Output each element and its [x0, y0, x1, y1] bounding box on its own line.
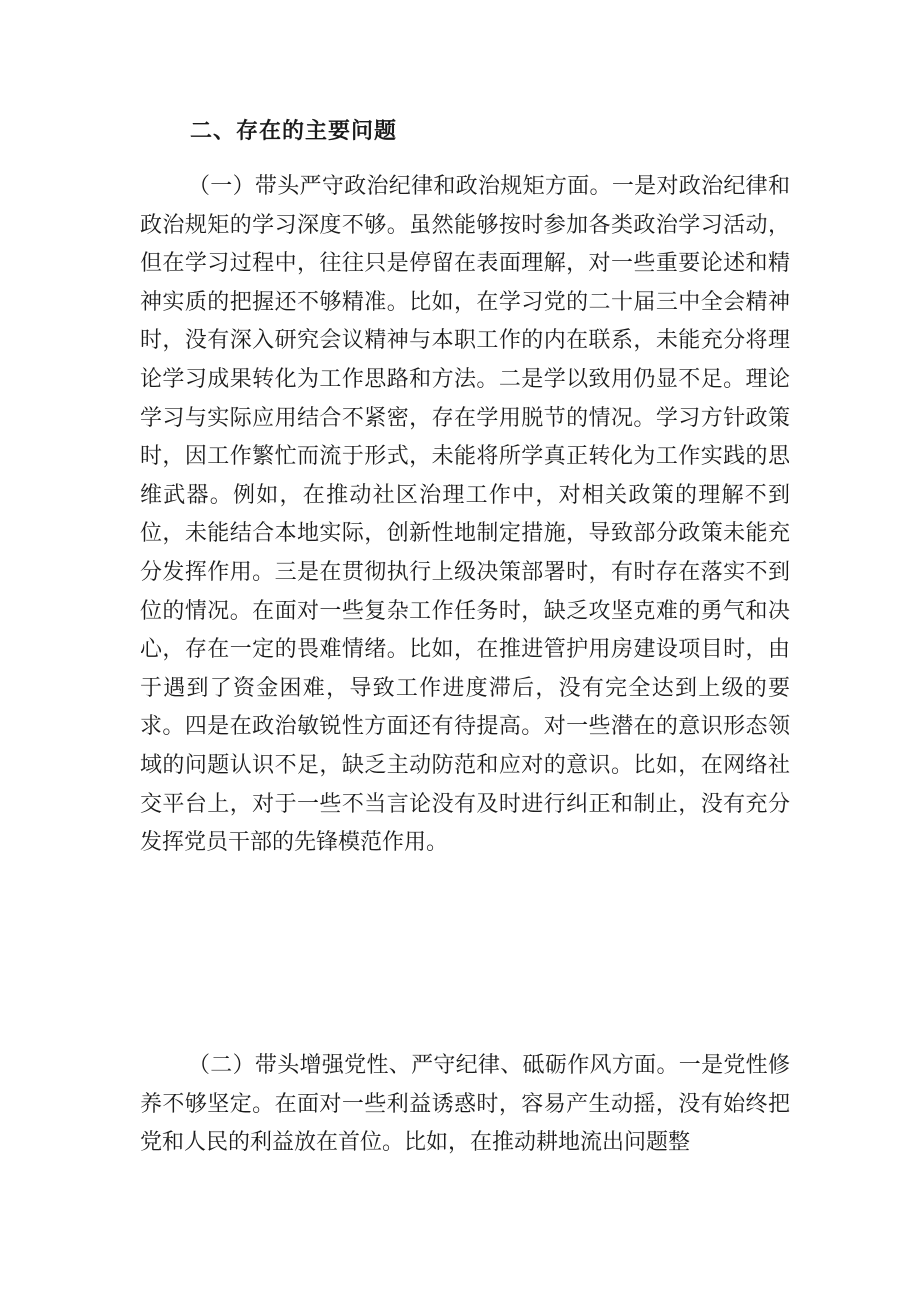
section-heading: 二、存在的主要问题 [190, 119, 398, 144]
paragraph-2: （二）带头增强党性、严守纪律、砥砺作风方面。一是党性修养不够坚定。在面对一些利益诱惑时，容易产生动摇，没有始终把党和人民的利益放在首位。比如，在推动耕地流出问题整 [140, 1053, 790, 1156]
paragraph-1: （一）带头严守政治纪律和政治规矩方面。一是对政治纪律和政治规矩的学习深度不够。虽然能够按时参加各类政治学习活动，但在学习过程中，往往只是停留在表面理解，对一些重要论述和精神实质的把握还不够精准。比如，在学习党的二十届三中全会精神时，没有深入研究会议精神与本职工作的内在联系，未能充分将理论学习成果转化为工作思路和方法。二是学以致用仍显不足。理论学习与实际应用结合不紧密，存在学用脱节的情况。学习方针政策时，因工作繁忙而流于形式，未能将所学真正转化为工作实践的思维武器。例如，在推动社区治理工作中，对相关政策的理解不到位，未能结合本地实际，创新性地制定措施，导致部分政策未能充分发挥作用。三是在贯彻执行上级决策部署时，有时存在落实不到位的情况。在面对一些复杂工作任务时，缺乏攻坚克难的勇气和决心，存在一定的畏难情绪。比如，在推进管护用房建设项目时，由于遇到了资金困难，导致工作进度滞后，没有完全达到上级的要求。四是在政治敏锐性方面还有待提高。对一些潜在的意识形态领域的问题认识不足，缺乏主动防范和应对的意识。比如，在网络社交平台上，对于一些不当言论没有及时进行纠正和制止，没有充分发挥党员干部的先锋模范作用。 [140, 174, 790, 856]
